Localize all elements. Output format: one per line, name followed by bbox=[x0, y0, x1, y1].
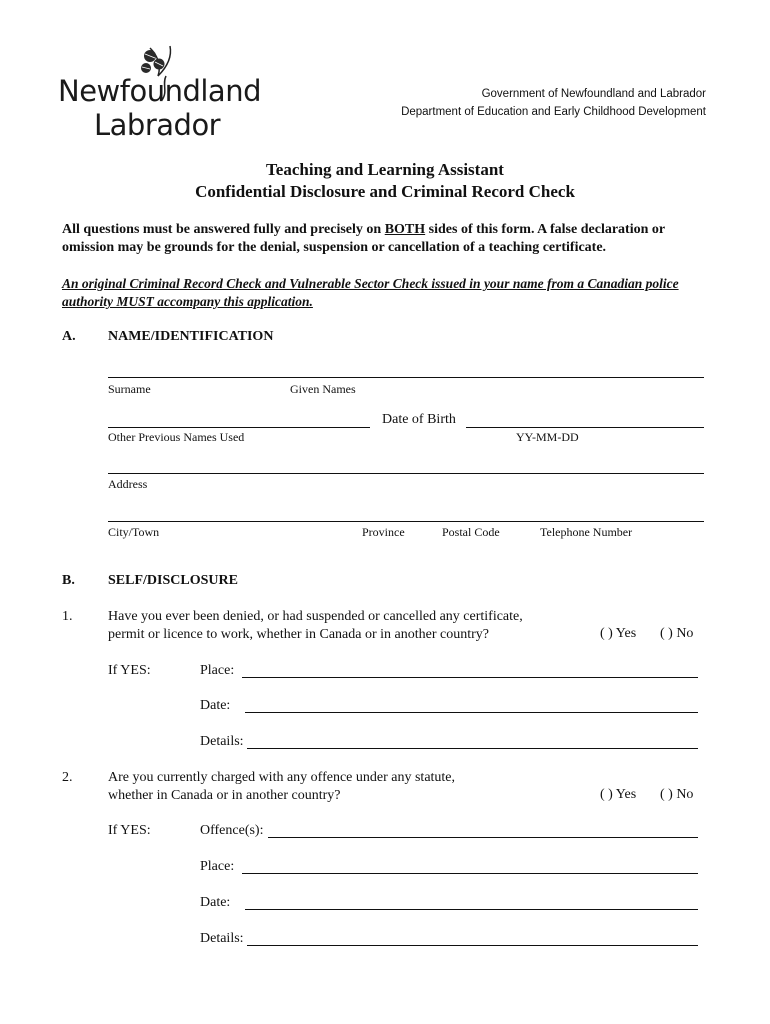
q1-place-label: Place: bbox=[200, 663, 235, 678]
q1-yes-option[interactable]: ( ) Yes bbox=[600, 626, 637, 641]
section-a-heading: NAME/IDENTIFICATION bbox=[108, 329, 274, 344]
q2-if-yes-label: If YES: bbox=[108, 823, 151, 838]
q1-text-line1: Have you ever been denied, or had suspended or cancelled any certificate, bbox=[108, 609, 523, 624]
q2-details-label: Details: bbox=[200, 931, 244, 946]
header-government: Government of Newfoundland and Labrador bbox=[481, 88, 706, 100]
telephone-label: Telephone Number bbox=[540, 525, 633, 539]
city-label: City/Town bbox=[108, 525, 160, 539]
q1-details-label: Details: bbox=[200, 734, 244, 749]
q2-no-option[interactable]: ( ) No bbox=[660, 787, 694, 802]
surname-label: Surname bbox=[108, 382, 151, 396]
q1-no-option[interactable]: ( ) No bbox=[660, 626, 694, 641]
q2-offences-line[interactable] bbox=[268, 837, 698, 838]
notice-paragraph bbox=[62, 275, 717, 311]
section-a-letter: A. bbox=[62, 329, 76, 344]
dob-line[interactable] bbox=[466, 427, 704, 428]
q1-details-line[interactable] bbox=[247, 748, 698, 749]
section-b-heading: SELF/DISCLOSURE bbox=[108, 573, 238, 588]
province-label: Province bbox=[362, 525, 405, 539]
q2-details-line[interactable] bbox=[247, 945, 698, 946]
intro-paragraph bbox=[62, 221, 712, 257]
intro-part2: sides of this form. A false declaration or omission may be grounds for the denial, suspension or cancellation of a teaching certificate. bbox=[62, 222, 665, 255]
notice-text: An original Criminal Record Check and Vulnerable Sector Check issued in your name from a Canadian police authority MUST accompany this application. bbox=[62, 276, 679, 309]
q1-number: 1. bbox=[62, 609, 73, 624]
q2-text-line2: whether in Canada or in another country? bbox=[108, 788, 341, 803]
section-b-letter: B. bbox=[62, 573, 75, 588]
logo-wordmark-line2: Labrador bbox=[94, 108, 221, 142]
dob-label: Date of Birth bbox=[382, 412, 456, 427]
q2-place-label: Place: bbox=[200, 859, 235, 874]
other-names-label: Other Previous Names Used bbox=[108, 430, 245, 444]
q2-offences-label: Offence(s): bbox=[200, 823, 264, 838]
q2-place-line[interactable] bbox=[242, 873, 698, 874]
other-names-line[interactable] bbox=[108, 427, 370, 428]
q1-date-label: Date: bbox=[200, 698, 231, 713]
q2-yes-option[interactable]: ( ) Yes bbox=[600, 787, 637, 802]
q2-date-line[interactable] bbox=[245, 909, 698, 910]
intro-emphasis: BOTH bbox=[384, 222, 426, 237]
dob-format-label: YY-MM-DD bbox=[516, 430, 579, 444]
header-department: Department of Education and Early Childhood Development bbox=[401, 106, 706, 118]
intro-part1: All questions must be answered fully and precisely on bbox=[62, 222, 385, 237]
q2-text-line1: Are you currently charged with any offence under any statute, bbox=[108, 770, 456, 785]
q1-text-line2: permit or licence to work, whether in Canada or in another country? bbox=[108, 627, 489, 642]
q1-date-line[interactable] bbox=[245, 712, 698, 713]
name-line[interactable] bbox=[108, 377, 704, 378]
given-names-label: Given Names bbox=[290, 382, 356, 396]
city-line[interactable] bbox=[108, 521, 704, 522]
address-line[interactable] bbox=[108, 473, 704, 474]
q2-date-label: Date: bbox=[200, 895, 231, 910]
logo-wordmark-line1: Newfoundland bbox=[58, 74, 261, 108]
postal-code-label: Postal Code bbox=[442, 525, 500, 539]
q1-place-line[interactable] bbox=[242, 677, 698, 678]
q1-if-yes-label: If YES: bbox=[108, 663, 151, 678]
q2-number: 2. bbox=[62, 770, 73, 785]
form-title-line1: Teaching and Learning Assistant bbox=[266, 160, 504, 179]
form-title-line2: Confidential Disclosure and Criminal Record Check bbox=[195, 182, 575, 201]
address-label: Address bbox=[108, 477, 148, 491]
